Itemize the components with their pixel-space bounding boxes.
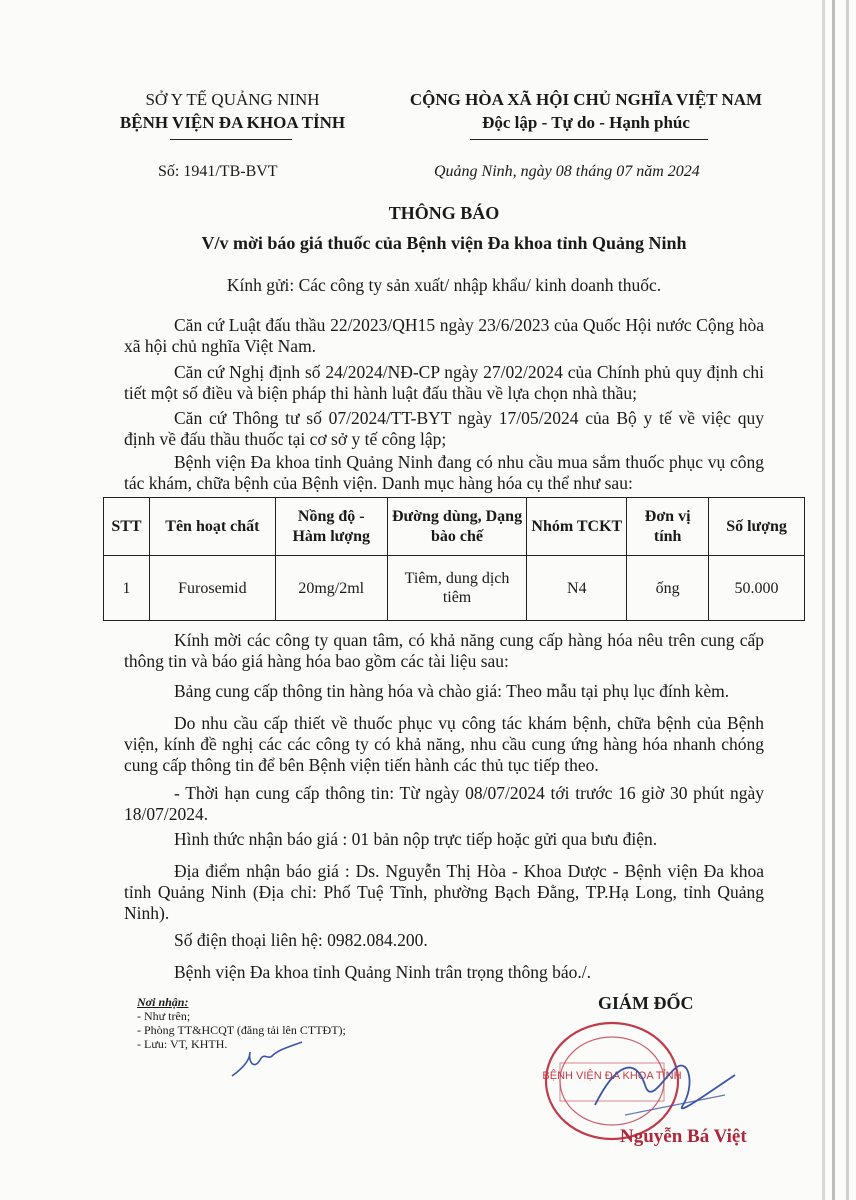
column-header: Đơn vị tính [627, 498, 709, 556]
org-name: BỆNH VIỆN ĐA KHOA TỈNH [119, 113, 346, 132]
divider [170, 139, 292, 140]
motto: Độc lập - Tự do - Hạnh phúc [482, 113, 690, 132]
column-header: STT [104, 498, 150, 556]
page-edge [832, 0, 835, 1200]
table-cell: 20mg/2ml [275, 556, 387, 621]
body-paragraph: Kính mời các công ty quan tâm, có khả năng cung cấp hàng hóa nêu trên cung cấp thông tin và báo giá hàng hóa bao gồm các tài liệu sau: [124, 630, 764, 671]
table-cell: Tiêm, dung dịch tiêm [387, 556, 527, 621]
body-paragraph: Do nhu cầu cấp thiết về thuốc phục vụ công tác khám bệnh, chữa bệnh của Bệnh viện, kính đề nghị các các công ty có khả năng, nhu cầu cung ứng hàng hóa nhanh chóng cung cấp thông tin để bên Bệnh viện tiến hành các thủ tục tiếp theo. [124, 713, 764, 775]
body-paragraph: Bệnh viện Đa khoa tỉnh Quảng Ninh trân trọng thông báo./. [174, 962, 592, 982]
signer-role: GIÁM ĐỐC [598, 993, 694, 1013]
column-header: Nồng độ - Hàm lượng [275, 498, 387, 556]
recipients-label: Nơi nhận: [137, 995, 189, 1009]
table-cell: 50.000 [709, 556, 805, 621]
basis-paragraph: Căn cứ Luật đấu thầu 22/2023/QH15 ngày 23/6/2023 của Quốc Hội nước Cộng hòa xã hội chủ nghĩa Việt Nam. [124, 315, 764, 356]
place-date: Quảng Ninh, ngày 08 tháng 07 năm 2024 [434, 163, 700, 180]
column-header: Số lượng [709, 498, 805, 556]
page-edge [822, 0, 825, 1200]
goods-table [103, 497, 805, 621]
column-header: Đường dùng, Dạng bào chế [387, 498, 527, 556]
recipient-item: - Phòng TT&HCQT (đăng tải lên CTTĐT); [137, 1023, 346, 1037]
doc-subject: V/v mời báo giá thuốc của Bệnh viện Đa khoa tỉnh Quảng Ninh [201, 233, 687, 253]
body-paragraph: Địa điểm nhận báo giá : Ds. Nguyễn Thị Hòa - Khoa Dược - Bệnh viện Đa khoa tỉnh Quảng Ninh (Địa chỉ: Phố Tuệ Tĩnh, phường Bạch Đằng, TP.Hạ Long, tỉnh Quảng Ninh). [124, 861, 764, 923]
body-paragraph: Bảng cung cấp thông tin hàng hóa và chào giá: Theo mẫu tại phụ lục đính kèm. [174, 681, 730, 701]
org-block [100, 88, 365, 134]
stamp-text: BỆNH VIỆN ĐA KHOA TỈNH [542, 1070, 682, 1082]
column-header: Tên hoạt chất [149, 498, 275, 556]
signer-name: Nguyễn Bá Việt [620, 1126, 747, 1147]
national-title [386, 88, 786, 134]
column-header: Nhóm TCKT [527, 498, 627, 556]
table-cell: ống [627, 556, 709, 621]
salutation: Kính gửi: Các công ty sản xuất/ nhập khẩu/ kinh doanh thuốc. [226, 275, 662, 295]
doc-title: THÔNG BÁO [388, 203, 500, 223]
divider [470, 139, 708, 140]
recipient-item: - Lưu: VT, KHTH. [137, 1037, 228, 1051]
basis-paragraph: Căn cứ Thông tư số 07/2024/TT-BYT ngày 17/05/2024 của Bộ y tế về việc quy định về đấu thầu thuốc tại cơ sở y tế công lập; [124, 408, 764, 449]
org-parent: SỞ Y TẾ QUẢNG NINH [145, 90, 320, 109]
body-paragraph: Hình thức nhận báo giá : 01 bản nộp trực tiếp hoặc gửi qua bưu điện. [174, 829, 658, 849]
initial-signature [228, 1040, 308, 1085]
page-edge [846, 0, 849, 1200]
country-name: CỘNG HÒA XÃ HỘI CHỦ NGHĨA VIỆT NAM [409, 90, 763, 109]
director-signature [585, 1045, 745, 1135]
table-cell: 1 [104, 556, 150, 621]
table-cell: Furosemid [149, 556, 275, 621]
doc-number: Số: 1941/TB-BVT [158, 163, 278, 180]
table-cell: N4 [527, 556, 627, 621]
basis-paragraph: Bệnh viện Đa khoa tỉnh Quảng Ninh đang có nhu cầu mua sắm thuốc phục vụ công tác khám, chữa bệnh của Bệnh viện. Danh mục hàng hóa cụ thể như sau: [124, 452, 764, 493]
table-row [104, 556, 805, 621]
body-paragraph: - Thời hạn cung cấp thông tin: Từ ngày 08/07/2024 tới trước 16 giờ 30 phút ngày 18/07/2024. [124, 783, 764, 824]
table-header-row [104, 498, 805, 556]
basis-paragraph: Căn cứ Nghị định số 24/2024/NĐ-CP ngày 27/02/2024 của Chính phủ quy định chi tiết một số điều và biện pháp thi hành luật đấu thầu về lựa chọn nhà thầu; [124, 362, 764, 403]
recipient-item: - Như trên; [137, 1009, 191, 1023]
body-paragraph: Số điện thoại liên hệ: 0982.084.200. [174, 930, 428, 950]
